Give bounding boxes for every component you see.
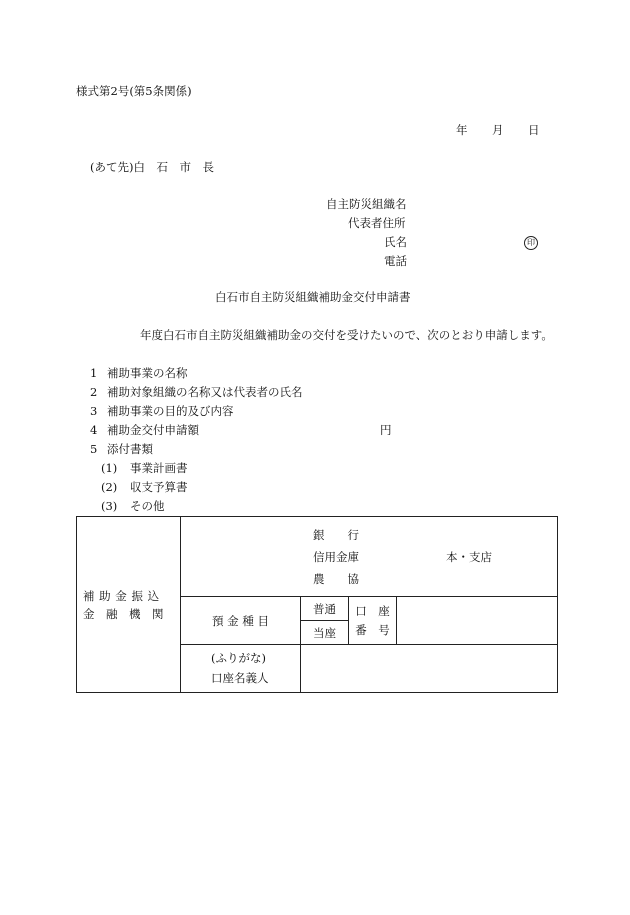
account-label-line2: 番 号 (355, 622, 390, 637)
item-number: 2 (90, 385, 98, 399)
item-number: 5 (90, 442, 98, 456)
item-label: 補助金交付申請額 (107, 423, 199, 437)
furigana-label: (ふりがな) (211, 650, 266, 665)
attachment-number: (1) (101, 461, 118, 475)
attachment-number: (3) (101, 499, 118, 513)
account-number-label-cell (349, 597, 397, 645)
date-year: 年 (456, 123, 468, 137)
document-title: 白石市自主防災組織補助金交付申請書 (215, 290, 411, 304)
item-label: 補助事業の目的及び内容 (107, 404, 234, 418)
account-label-line1: 口 座 (355, 604, 390, 619)
toza-option[interactable]: 当座 (301, 621, 349, 645)
bank-account-table (76, 516, 558, 693)
intro-text: 年度白石市自主防災組織補助金の交付を受けたいので、次のとおり申請します。 (140, 328, 553, 342)
holder-label: 口座名義人 (211, 670, 269, 685)
org-name-label: 自主防災組織名 (326, 197, 407, 211)
deposit-type-label: 預 金 種 目 (181, 597, 301, 645)
attachment-label: 事業計画書 (130, 461, 188, 475)
bank-header-line2: 金 融 機 関 (83, 607, 164, 621)
branch-label: 本・支店 (446, 550, 492, 564)
agri-coop-label: 農 協 (313, 572, 359, 586)
bank-name-cell[interactable] (181, 517, 558, 597)
bank-label: 銀 行 (313, 528, 359, 542)
name-label: 氏名 (384, 235, 407, 249)
bank-header-line1: 補 助 金 振 込 (83, 589, 160, 603)
item-number: 3 (90, 404, 98, 418)
attachment-number: (2) (101, 480, 118, 494)
yen-unit: 円 (380, 423, 392, 437)
phone-label: 電話 (384, 254, 407, 268)
rep-address-label: 代表者住所 (348, 216, 406, 230)
holder-label-cell (181, 645, 301, 693)
item-label: 補助対象組織の名称又は代表者の氏名 (107, 385, 303, 399)
futsu-option[interactable]: 普通 (301, 597, 349, 621)
attachment-label: その他 (130, 499, 165, 513)
seal-mark (524, 236, 538, 250)
seal-icon: 印 (524, 236, 538, 250)
attachment-label: 収支予算書 (130, 480, 188, 494)
date-day: 日 (528, 123, 540, 137)
item-label: 添付書類 (107, 442, 153, 456)
date-month: 月 (492, 123, 504, 137)
form-number: 様式第2号(第5条関係) (76, 84, 192, 98)
item-number: 1 (90, 366, 98, 380)
bank-header-cell (77, 517, 181, 693)
credit-union-label: 信用金庫 (313, 550, 359, 564)
item-label: 補助事業の名称 (107, 366, 188, 380)
addressee: (あて先)白 石 市 長 (90, 160, 214, 174)
account-number-field[interactable] (397, 597, 558, 645)
holder-name-field[interactable] (301, 645, 558, 693)
item-number: 4 (90, 423, 98, 437)
